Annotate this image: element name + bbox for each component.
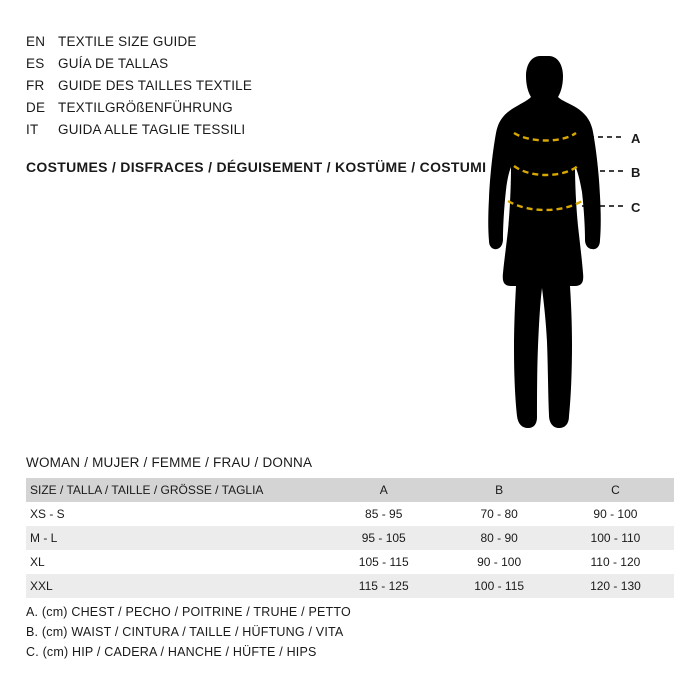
- cell-c: 120 - 130: [590, 579, 641, 593]
- language-code: FR: [26, 78, 45, 93]
- language-row-it: [26, 122, 466, 144]
- cell-a: 105 - 115: [358, 555, 409, 569]
- cell-b: 100 - 115: [474, 579, 525, 593]
- language-row-es: [26, 56, 466, 78]
- cell-b: 70 - 80: [480, 507, 518, 521]
- cell-c: 90 - 100: [593, 507, 638, 521]
- cell-b: 90 - 100: [477, 555, 522, 569]
- language-code: ES: [26, 56, 45, 71]
- table-header-a: A: [379, 483, 388, 497]
- note-chest: A. (cm) CHEST / PECHO / POITRINE / TRUHE / PETTO: [26, 605, 351, 619]
- language-code: EN: [26, 34, 46, 49]
- language-code: IT: [26, 122, 39, 137]
- cell-size: XXL: [30, 579, 53, 593]
- cell-a: 95 - 105: [361, 531, 406, 545]
- cell-size: XS - S: [30, 507, 65, 521]
- language-text: GUÍA DE TALLAS: [58, 56, 169, 71]
- table-header-c: C: [611, 483, 620, 497]
- table-row: [26, 526, 674, 550]
- note-hip: C. (cm) HIP / CADERA / HANCHE / HÜFTE / HIPS: [26, 645, 317, 659]
- language-text: GUIDE DES TAILLES TEXTILE: [58, 78, 253, 93]
- language-list: [26, 34, 466, 144]
- measure-label-c: C: [631, 200, 641, 215]
- table-row: [26, 502, 674, 526]
- cell-a: 115 - 125: [358, 579, 409, 593]
- measure-label-b: B: [631, 165, 641, 180]
- measure-label-a: A: [631, 131, 641, 146]
- language-text: GUIDA ALLE TAGLIE TESSILI: [58, 122, 246, 137]
- note-waist: B. (cm) WAIST / CINTURA / TAILLE / HÜFTUNG / VITA: [26, 625, 344, 639]
- table-header-size: SIZE / TALLA / TAILLE / GRÖSSE / TAGLIA: [30, 483, 264, 497]
- cell-size: M - L: [30, 531, 58, 545]
- table-row: [26, 574, 674, 598]
- language-text: TEXTILE SIZE GUIDE: [58, 34, 197, 49]
- language-code: DE: [26, 100, 46, 115]
- language-row-de: [26, 100, 466, 122]
- cell-c: 110 - 120: [590, 555, 641, 569]
- cell-size: XL: [30, 555, 45, 569]
- female-silhouette-icon: [470, 30, 680, 440]
- table-header-b: B: [495, 483, 504, 497]
- size-table: [26, 478, 674, 598]
- language-row-en: [26, 34, 466, 56]
- cell-c: 100 - 110: [590, 531, 641, 545]
- costumes-heading: COSTUMES / DISFRACES / DÉGUISEMENT / KOSTÜME / COSTUMI: [26, 159, 487, 175]
- language-text: TEXTILGRÖßENFÜHRUNG: [58, 100, 233, 115]
- table-header-row: [26, 478, 674, 502]
- cell-a: 85 - 95: [365, 507, 403, 521]
- table-row: [26, 550, 674, 574]
- measurement-notes: [26, 602, 351, 662]
- table-title: WOMAN / MUJER / FEMME / FRAU / DONNA: [26, 455, 313, 470]
- cell-b: 80 - 90: [480, 531, 518, 545]
- language-row-fr: [26, 78, 466, 100]
- size-table-block: [26, 455, 674, 598]
- female-figure-diagram: [470, 30, 680, 440]
